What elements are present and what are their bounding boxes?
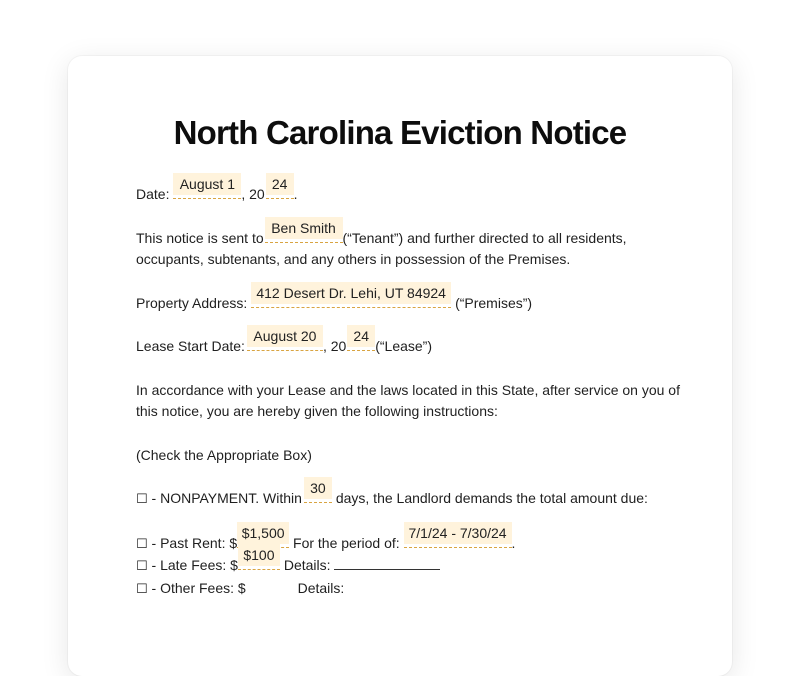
past-rent-label: - Past Rent: $ — [151, 534, 238, 551]
nonpayment-checkbox[interactable]: ☐ — [136, 492, 148, 507]
nonpayment-suffix: days, the Landlord demands the total amount due: — [335, 490, 648, 506]
date-end: . — [293, 186, 298, 202]
property-suffix: (“Premises”) — [455, 294, 533, 311]
nonpayment-days-value: 30 — [304, 477, 332, 499]
late-fees-amount-field[interactable] — [238, 547, 280, 570]
lease-suffix: (“Lease”) — [375, 338, 432, 354]
past-rent-line — [136, 524, 696, 556]
property-line — [136, 284, 696, 315]
property-address-field[interactable] — [251, 284, 451, 308]
other-fees-details-label: Details: — [297, 579, 345, 596]
past-rent-checkbox[interactable]: ☐ — [136, 536, 148, 552]
late-fees-details-label: Details: — [283, 557, 331, 573]
lease-year-value: 24 — [347, 325, 375, 347]
check-box-note: (Check the Appropriate Box) — [136, 446, 312, 463]
tenant-name-value: Ben Smith — [265, 217, 343, 239]
sent-to-line2: occupants, subtenants, and any others in possession of the Premises. — [136, 251, 571, 267]
late-fees-label: - Late Fees: $ — [151, 557, 238, 573]
notice-body — [136, 176, 696, 600]
sent-to-prefix: This notice is sent to — [136, 229, 264, 246]
date-year-value: 24 — [266, 173, 294, 195]
lease-label: Lease Start Date: — [136, 338, 245, 354]
late-fees-details-blank[interactable] — [334, 556, 440, 570]
lease-year-field[interactable] — [347, 328, 375, 351]
date-century: , 20 — [241, 186, 265, 202]
property-label: Property Address: — [136, 294, 248, 311]
tenant-name-field[interactable] — [265, 219, 343, 243]
accordance-line1: In accordance with your Lease and the laws located in this State, after service on you of — [136, 381, 680, 398]
sent-to-paragraph — [136, 219, 696, 271]
other-fees-amount-blank[interactable] — [246, 579, 294, 593]
past-rent-end: . — [511, 534, 516, 551]
sent-to-suffix: (“Tenant”) and further directed to all residents, — [342, 229, 627, 246]
nonpayment-line — [136, 480, 696, 511]
accordance-paragraph — [136, 380, 696, 423]
date-month-day-value: August 1 — [173, 173, 241, 195]
date-month-day-field[interactable] — [173, 176, 241, 199]
late-fees-amount-value: $100 — [238, 544, 280, 566]
property-address-value: 412 Desert Dr. Lehi, UT 84924 — [251, 282, 451, 304]
document-title: North Carolina Eviction Notice — [173, 114, 627, 151]
nonpayment-days-field[interactable] — [304, 480, 332, 503]
past-rent-period-value: 7/1/24 - 7/30/24 — [404, 522, 512, 544]
accordance-line2: this notice, you are hereby given the following instructions: — [136, 403, 498, 419]
date-label: Date: — [136, 186, 170, 202]
late-fees-line — [136, 547, 696, 578]
past-rent-amount-value: $1,500 — [237, 522, 289, 544]
other-fees-line — [136, 578, 696, 601]
lease-month-day-value: August 20 — [247, 325, 323, 347]
other-fees-label: - Other Fees: $ — [151, 579, 246, 596]
date-year-field[interactable] — [266, 176, 294, 199]
lease-month-day-field[interactable] — [247, 328, 323, 351]
nonpayment-prefix: - NONPAYMENT. Within — [151, 490, 302, 506]
lease-line — [136, 328, 696, 358]
past-rent-period-field[interactable] — [404, 524, 512, 548]
late-fees-checkbox[interactable]: ☐ — [136, 559, 148, 574]
lease-century: , 20 — [322, 338, 347, 354]
past-rent-period-label: For the period of: — [293, 534, 400, 551]
date-line — [136, 176, 696, 206]
other-fees-checkbox[interactable]: ☐ — [136, 581, 148, 597]
notice-page — [68, 56, 732, 676]
